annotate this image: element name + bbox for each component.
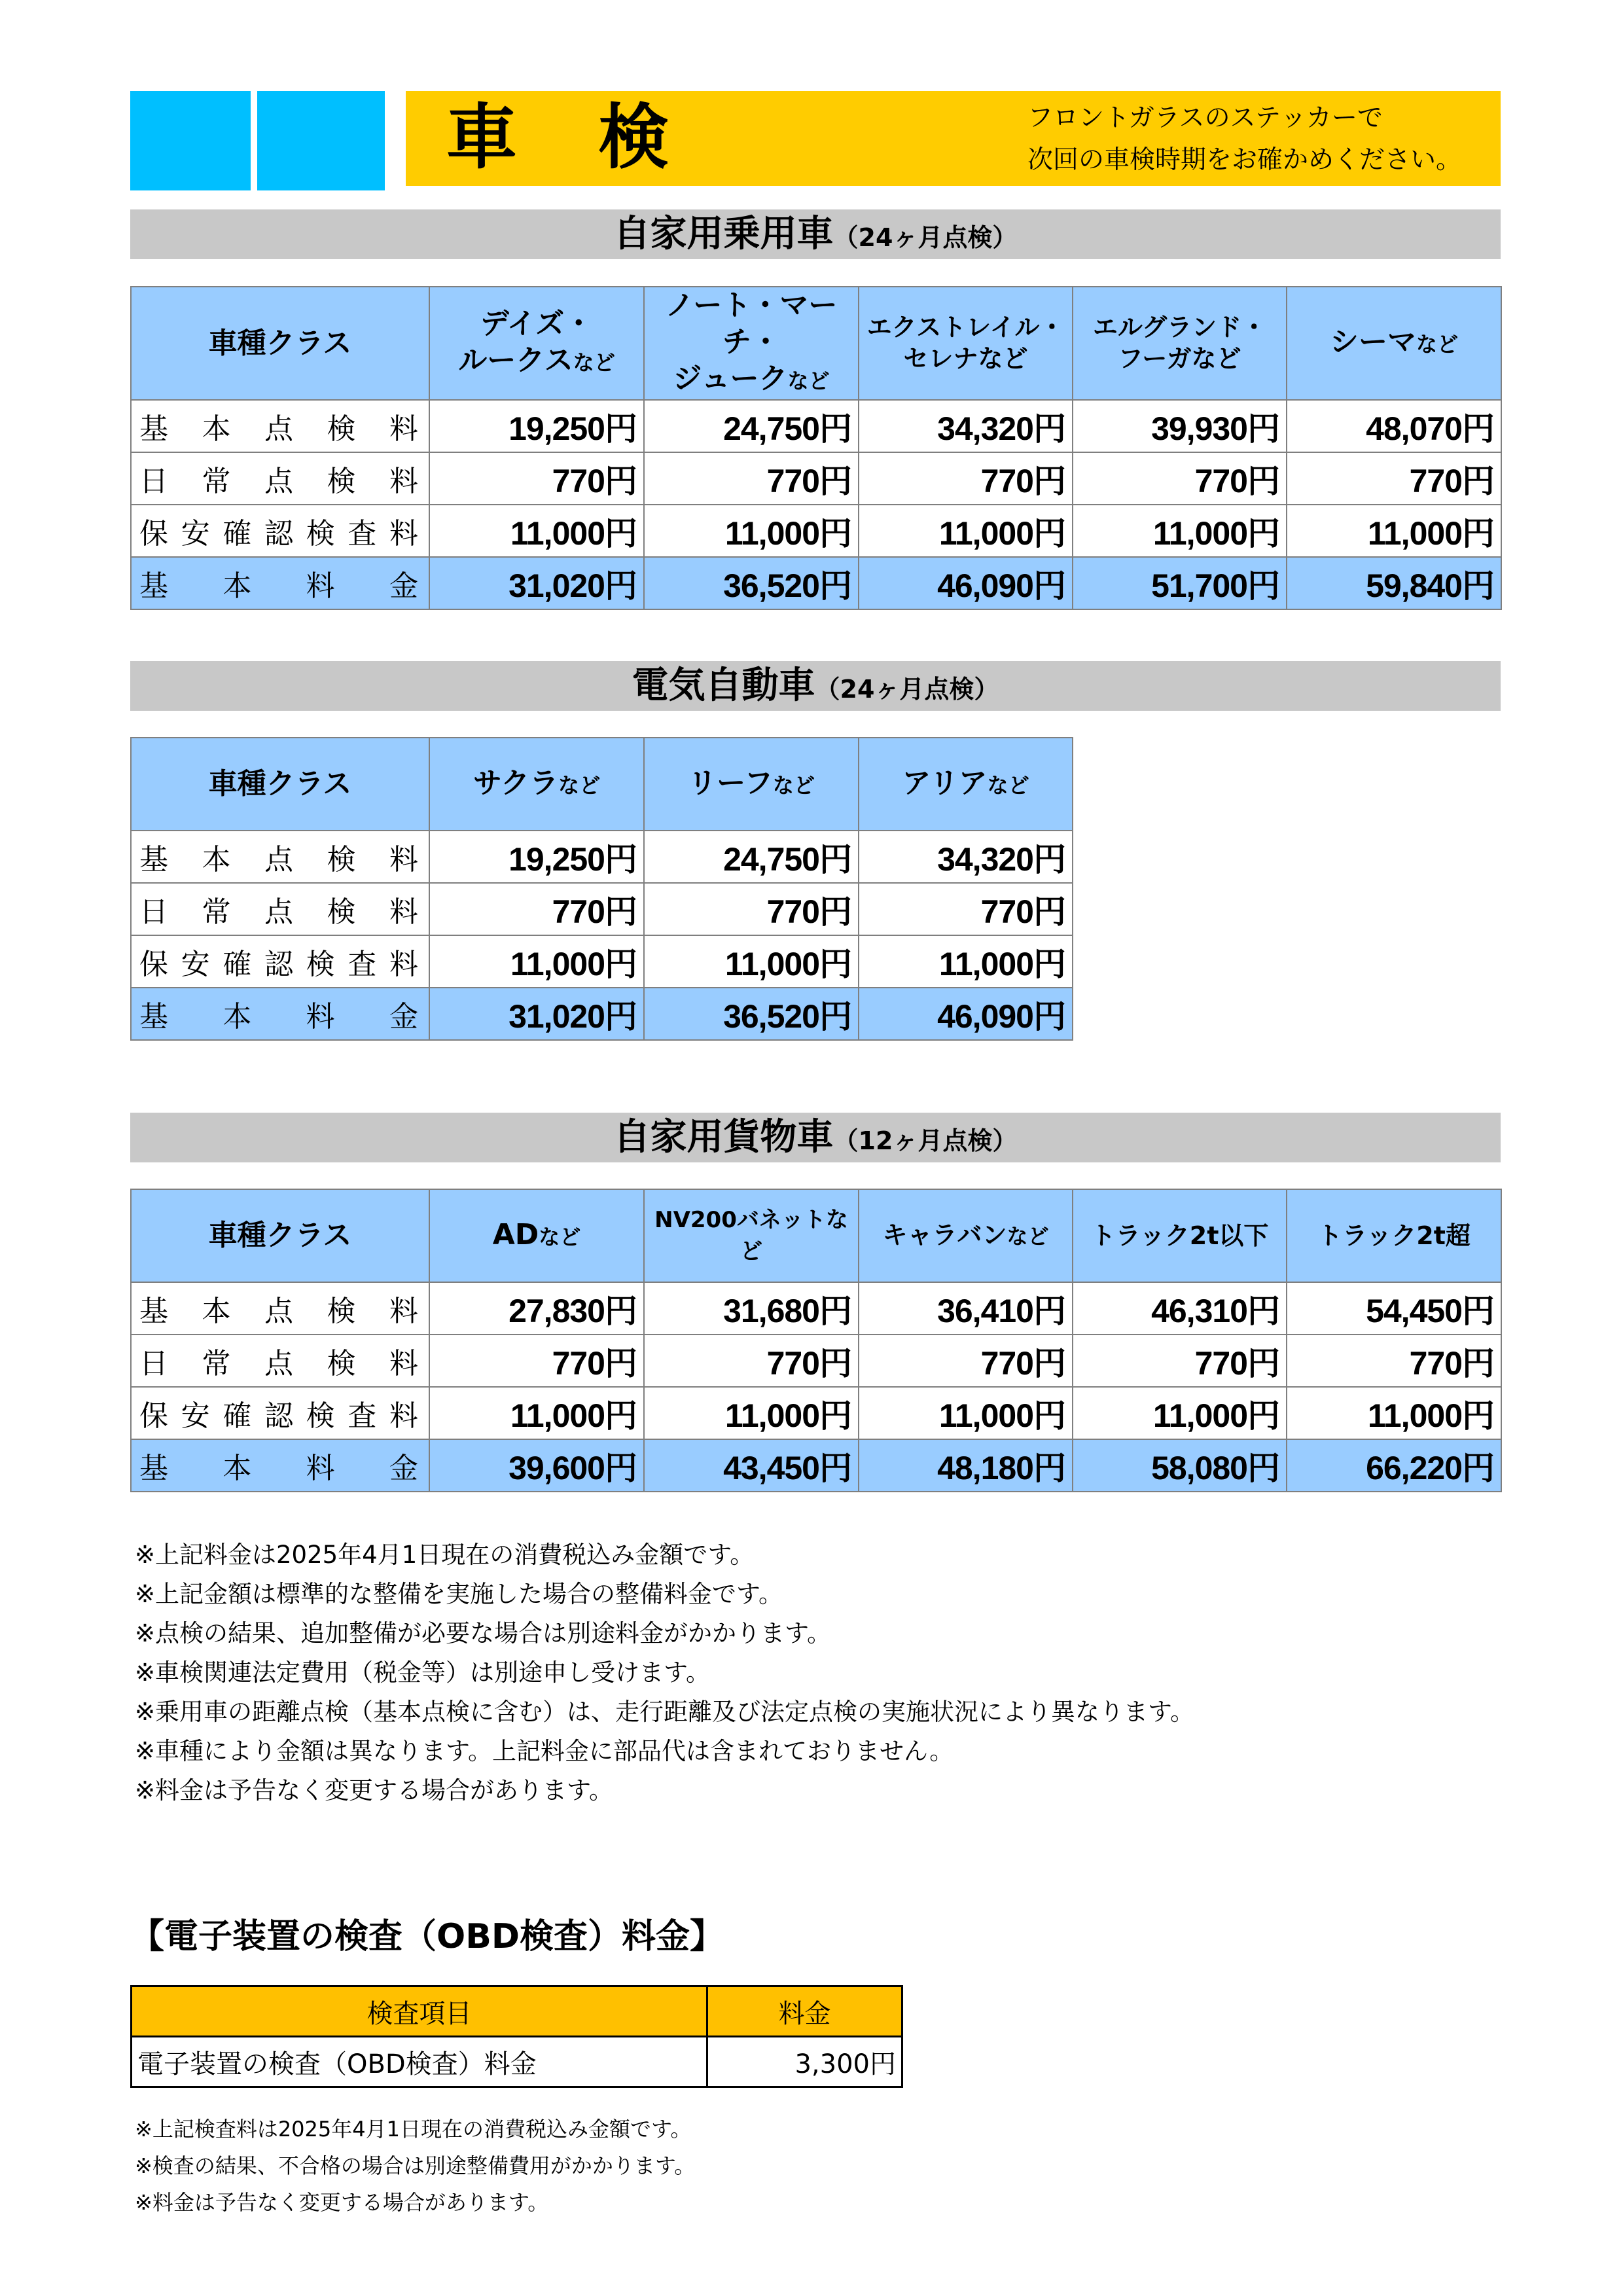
row-label-char: 確 bbox=[223, 948, 253, 981]
column-header bbox=[859, 287, 1073, 400]
row-label-text bbox=[139, 941, 429, 982]
section-title: 自家用乗用車 bbox=[613, 213, 834, 255]
price-cell: 11,000円 bbox=[644, 935, 859, 988]
table-header-row bbox=[131, 1189, 1501, 1282]
obd-row bbox=[132, 2037, 902, 2087]
row-label-char: 検 bbox=[327, 1347, 357, 1380]
column-header bbox=[429, 1189, 644, 1282]
row-label bbox=[131, 400, 429, 452]
row-label-char: 本 bbox=[223, 1000, 253, 1033]
table-row bbox=[131, 1387, 1501, 1439]
row-label-char: 安 bbox=[181, 948, 211, 981]
class-label: 車種クラス bbox=[131, 738, 429, 831]
column-header bbox=[429, 738, 644, 831]
price-cell: 34,320円 bbox=[859, 831, 1073, 883]
row-label bbox=[131, 1282, 429, 1335]
price-cell: 59,840円 bbox=[1287, 557, 1501, 609]
price-table-cargo bbox=[130, 1189, 1502, 1492]
price-cell: 36,520円 bbox=[644, 557, 859, 609]
obd-col-item: 検査項目 bbox=[132, 1986, 707, 2037]
row-label-char: 料 bbox=[389, 1347, 419, 1380]
row-label bbox=[131, 1387, 429, 1439]
note-item: ※点検の結果、追加整備が必要な場合は別途料金がかかります。 bbox=[135, 1619, 832, 1647]
column-suffix: など bbox=[1416, 332, 1458, 357]
price-cell: 11,000円 bbox=[644, 1387, 859, 1439]
section-subtitle: （24ヶ月点検） bbox=[833, 223, 1018, 252]
table-row-total bbox=[131, 988, 1073, 1040]
row-label-char: 安 bbox=[181, 517, 211, 550]
row-label-char: 本 bbox=[223, 1452, 253, 1485]
column-model: ルークス bbox=[458, 344, 573, 377]
page-title: 車 検 bbox=[446, 97, 675, 179]
row-label-text bbox=[139, 1444, 429, 1486]
row-label-char: 検 bbox=[306, 948, 336, 981]
row-label-char: 確 bbox=[223, 517, 253, 550]
title-note-line1: フロントガラスのステッカーで bbox=[1027, 103, 1383, 133]
section-title: 電気自動車 bbox=[632, 664, 815, 707]
row-label-char: 料 bbox=[389, 843, 419, 876]
column-header-line1: エクストレイル・ bbox=[866, 312, 1065, 342]
price-cell: 51,700円 bbox=[1073, 557, 1287, 609]
obd-title: 【電子装置の検査（OBD検査）料金】 bbox=[130, 1917, 724, 1956]
row-label bbox=[131, 831, 429, 883]
price-cell: 770円 bbox=[644, 883, 859, 935]
column-model: ジューク bbox=[673, 362, 788, 395]
price-cell: 54,450円 bbox=[1287, 1282, 1501, 1335]
price-cell: 11,000円 bbox=[429, 935, 644, 988]
column-suffix: など bbox=[539, 1224, 581, 1249]
price-cell: 11,000円 bbox=[1073, 1387, 1287, 1439]
row-label-char: 検 bbox=[327, 895, 357, 929]
notes-list bbox=[135, 1535, 1194, 1810]
column-suffix: など bbox=[772, 772, 815, 798]
column-suffix: など bbox=[1007, 1224, 1049, 1249]
header-decor-block-right bbox=[257, 91, 385, 190]
row-label-char: 検 bbox=[327, 843, 357, 876]
row-label bbox=[131, 557, 429, 609]
row-label-char: 点 bbox=[264, 465, 294, 498]
price-cell: 31,680円 bbox=[644, 1282, 859, 1335]
column-model: トラック2t超 bbox=[1317, 1221, 1471, 1250]
column-header bbox=[1073, 1189, 1287, 1282]
price-cell: 11,000円 bbox=[1287, 1387, 1501, 1439]
column-header-line2 bbox=[430, 342, 643, 381]
row-label-char: 点 bbox=[264, 843, 294, 876]
row-label-char: 基 bbox=[139, 569, 169, 603]
row-label bbox=[131, 1439, 429, 1492]
obd-item: 電子装置の検査（OBD検査）料金 bbox=[132, 2037, 707, 2087]
row-label-char: 検 bbox=[306, 1399, 336, 1433]
price-cell: 11,000円 bbox=[859, 935, 1073, 988]
row-label-char: 保 bbox=[139, 517, 169, 550]
table-row bbox=[131, 935, 1073, 988]
row-label-text bbox=[139, 510, 429, 552]
row-label-char: 基 bbox=[139, 1295, 169, 1328]
row-label-char: 日 bbox=[139, 895, 169, 929]
price-cell: 31,020円 bbox=[429, 988, 644, 1040]
row-label-char: 認 bbox=[264, 1399, 294, 1433]
row-label-text bbox=[139, 993, 429, 1035]
note-item: ※車検関連法定費用（税金等）は別途申し受けます。 bbox=[135, 1659, 711, 1687]
row-label-char: 常 bbox=[202, 895, 232, 929]
table-row bbox=[131, 1335, 1501, 1387]
column-header bbox=[859, 738, 1073, 831]
section-header-ev bbox=[130, 661, 1501, 711]
price-cell: 11,000円 bbox=[1287, 505, 1501, 557]
row-label bbox=[131, 935, 429, 988]
title-note bbox=[1027, 98, 1461, 181]
row-label-char: 料 bbox=[389, 517, 419, 550]
price-cell: 770円 bbox=[1287, 1335, 1501, 1387]
note-item: ※上記料金は2025年4月1日現在の消費税込み金額です。 bbox=[135, 1541, 755, 1569]
row-label-char: 査 bbox=[348, 948, 378, 981]
column-header-line2: ど bbox=[740, 1238, 762, 1265]
price-cell: 34,320円 bbox=[859, 400, 1073, 452]
note-item: ※検査の結果、不合格の場合は別途整備費用がかかります。 bbox=[135, 2153, 696, 2178]
column-header bbox=[859, 1189, 1073, 1282]
section-header-cargo bbox=[130, 1113, 1501, 1162]
price-cell: 770円 bbox=[429, 883, 644, 935]
note-item: ※上記検査料は2025年4月1日現在の消費税込み金額です。 bbox=[135, 2117, 692, 2142]
table-header-row bbox=[131, 738, 1073, 831]
row-label-char: 認 bbox=[264, 517, 294, 550]
column-header bbox=[1073, 287, 1287, 400]
title-note-line2: 次回の車検時期をお確かめください。 bbox=[1027, 145, 1462, 175]
obd-fee: 3,300円 bbox=[707, 2037, 902, 2087]
row-label-char: 常 bbox=[202, 1347, 232, 1380]
section-header-passenger bbox=[130, 209, 1501, 259]
column-header-line1: NV200バネットな bbox=[654, 1207, 848, 1233]
price-cell: 11,000円 bbox=[859, 1387, 1073, 1439]
row-label-char: 料 bbox=[389, 465, 419, 498]
column-suffix: など bbox=[787, 368, 830, 393]
price-cell: 770円 bbox=[644, 1335, 859, 1387]
price-cell: 24,750円 bbox=[644, 400, 859, 452]
row-label-char: 料 bbox=[389, 895, 419, 929]
column-model: トラック2t以下 bbox=[1090, 1221, 1269, 1250]
row-label-text bbox=[139, 1392, 429, 1434]
column-header-line1: エルグランド・ bbox=[1092, 312, 1267, 342]
price-cell: 11,000円 bbox=[644, 505, 859, 557]
price-cell: 46,310円 bbox=[1073, 1282, 1287, 1335]
price-cell: 770円 bbox=[644, 452, 859, 505]
row-label-char: 検 bbox=[327, 412, 357, 446]
price-cell: 770円 bbox=[1073, 452, 1287, 505]
obd-col-fee: 料金 bbox=[707, 1986, 902, 2037]
price-cell: 19,250円 bbox=[429, 400, 644, 452]
price-cell: 46,090円 bbox=[859, 988, 1073, 1040]
row-label-char: 保 bbox=[139, 948, 169, 981]
row-label-text bbox=[139, 1340, 429, 1382]
section-subtitle: （12ヶ月点検） bbox=[833, 1126, 1018, 1155]
column-suffix: など bbox=[987, 772, 1029, 798]
row-label-char: 基 bbox=[139, 1000, 169, 1033]
price-cell: 770円 bbox=[859, 1335, 1073, 1387]
price-cell: 770円 bbox=[1287, 452, 1501, 505]
column-model: キャラバン bbox=[882, 1221, 1007, 1249]
price-cell: 66,220円 bbox=[1287, 1439, 1501, 1492]
obd-table bbox=[130, 1985, 903, 2088]
column-suffix: など bbox=[573, 350, 615, 375]
table-row bbox=[131, 452, 1501, 505]
price-cell: 24,750円 bbox=[644, 831, 859, 883]
column-header-line2 bbox=[1073, 343, 1286, 376]
row-label-char: 料 bbox=[389, 948, 419, 981]
column-header bbox=[1287, 1189, 1501, 1282]
section-subtitle: （24ヶ月点検） bbox=[815, 675, 999, 704]
price-cell: 770円 bbox=[859, 883, 1073, 935]
row-label-char: 金 bbox=[389, 1452, 419, 1485]
row-label-char: 料 bbox=[389, 1399, 419, 1433]
price-cell: 48,070円 bbox=[1287, 400, 1501, 452]
class-label: 車種クラス bbox=[131, 287, 429, 400]
price-cell: 46,090円 bbox=[859, 557, 1073, 609]
price-cell: 770円 bbox=[429, 452, 644, 505]
row-label-char: 金 bbox=[389, 1000, 419, 1033]
note-item: ※車種により金額は異なります。上記料金に部品代は含まれておりません。 bbox=[135, 1737, 954, 1765]
table-row bbox=[131, 505, 1501, 557]
note-item: ※料金は予告なく変更する場合があります。 bbox=[135, 1776, 614, 1804]
row-label-char: 常 bbox=[202, 465, 232, 498]
note-item: ※上記金額は標準的な整備を実施した場合の整備料金です。 bbox=[135, 1580, 783, 1608]
row-label-char: 安 bbox=[181, 1399, 211, 1433]
column-header bbox=[644, 287, 859, 400]
row-label-char: 基 bbox=[139, 412, 169, 446]
row-label-char: 点 bbox=[264, 1347, 294, 1380]
row-label-text bbox=[139, 1287, 429, 1329]
row-label-text bbox=[139, 562, 429, 604]
row-label-char: 金 bbox=[389, 569, 419, 603]
table-header-row bbox=[131, 287, 1501, 400]
row-label-char: 点 bbox=[264, 1295, 294, 1328]
price-table-passenger bbox=[130, 286, 1502, 610]
table-row-total bbox=[131, 1439, 1501, 1492]
column-header bbox=[429, 287, 644, 400]
price-cell: 11,000円 bbox=[859, 505, 1073, 557]
row-label-text bbox=[139, 457, 429, 499]
price-cell: 11,000円 bbox=[1073, 505, 1287, 557]
title-banner bbox=[406, 91, 1501, 186]
row-label-char: 料 bbox=[306, 1452, 336, 1485]
row-label-char: 本 bbox=[202, 412, 232, 446]
table-row bbox=[131, 883, 1073, 935]
row-label-char: 点 bbox=[264, 895, 294, 929]
column-model: フーガなど bbox=[1118, 344, 1241, 373]
price-cell: 36,520円 bbox=[644, 988, 859, 1040]
class-label: 車種クラス bbox=[131, 1189, 429, 1282]
column-header bbox=[644, 1189, 859, 1282]
row-label-char: 確 bbox=[223, 1399, 253, 1433]
row-label-char: 本 bbox=[223, 569, 253, 603]
price-cell: 770円 bbox=[1073, 1335, 1287, 1387]
price-cell: 36,410円 bbox=[859, 1282, 1073, 1335]
row-label-char: 基 bbox=[139, 1452, 169, 1485]
column-header bbox=[1287, 287, 1501, 400]
price-cell: 39,930円 bbox=[1073, 400, 1287, 452]
column-model: リーフ bbox=[688, 766, 773, 800]
row-label-char: 検 bbox=[327, 1295, 357, 1328]
row-label bbox=[131, 988, 429, 1040]
column-header-line2 bbox=[1287, 324, 1501, 363]
row-label-char: 料 bbox=[306, 569, 336, 603]
row-label-char: 基 bbox=[139, 843, 169, 876]
price-cell: 31,020円 bbox=[429, 557, 644, 609]
row-label bbox=[131, 452, 429, 505]
row-label-char: 料 bbox=[389, 1295, 419, 1328]
row-label-char: 点 bbox=[264, 412, 294, 446]
section-title: 自家用貨物車 bbox=[613, 1116, 834, 1158]
column-header-line2 bbox=[859, 343, 1072, 376]
row-label-char: 料 bbox=[306, 1000, 336, 1033]
note-item: ※料金は予告なく変更する場合があります。 bbox=[135, 2190, 549, 2215]
row-label-char: 検 bbox=[306, 517, 336, 550]
column-model: AD bbox=[492, 1217, 539, 1251]
table-row-total bbox=[131, 557, 1501, 609]
price-cell: 39,600円 bbox=[429, 1439, 644, 1492]
price-cell: 19,250円 bbox=[429, 831, 644, 883]
obd-notes bbox=[135, 2111, 695, 2221]
row-label-char: 保 bbox=[139, 1399, 169, 1433]
price-cell: 58,080円 bbox=[1073, 1439, 1287, 1492]
column-suffix: など bbox=[558, 772, 601, 798]
column-model: サクラ bbox=[473, 766, 559, 800]
column-header-line2 bbox=[645, 361, 858, 399]
row-label bbox=[131, 505, 429, 557]
price-cell: 48,180円 bbox=[859, 1439, 1073, 1492]
row-label-char: 料 bbox=[389, 412, 419, 446]
price-cell: 43,450円 bbox=[644, 1439, 859, 1492]
row-label-text bbox=[139, 836, 429, 878]
row-label-text bbox=[139, 888, 429, 930]
price-cell: 770円 bbox=[859, 452, 1073, 505]
price-cell: 770円 bbox=[429, 1335, 644, 1387]
column-header-line1: ノート・マーチ・ bbox=[665, 289, 838, 359]
price-cell: 11,000円 bbox=[429, 505, 644, 557]
column-model: アリア bbox=[902, 766, 988, 800]
table-row bbox=[131, 400, 1501, 452]
row-label-text bbox=[139, 405, 429, 447]
row-label-char: 査 bbox=[348, 1399, 378, 1433]
header-decor-block-left bbox=[130, 91, 251, 190]
table-row bbox=[131, 831, 1073, 883]
column-header-line1: デイズ・ bbox=[480, 307, 594, 340]
row-label-char: 検 bbox=[327, 465, 357, 498]
column-model: セレナなど bbox=[903, 344, 1028, 373]
obd-header-row bbox=[132, 1986, 902, 2037]
price-table-ev bbox=[130, 737, 1073, 1041]
note-item: ※乗用車の距離点検（基本点検に含む）は、走行距離及び法定点検の実施状況により異なります。 bbox=[135, 1698, 1195, 1726]
row-label-char: 認 bbox=[264, 948, 294, 981]
row-label-char: 日 bbox=[139, 465, 169, 498]
column-model: シーマ bbox=[1329, 325, 1416, 359]
row-label bbox=[131, 1335, 429, 1387]
row-label bbox=[131, 883, 429, 935]
table-row bbox=[131, 1282, 1501, 1335]
price-cell: 27,830円 bbox=[429, 1282, 644, 1335]
row-label-char: 日 bbox=[139, 1347, 169, 1380]
price-cell: 11,000円 bbox=[429, 1387, 644, 1439]
row-label-char: 本 bbox=[202, 843, 232, 876]
row-label-char: 査 bbox=[348, 517, 378, 550]
row-label-char: 本 bbox=[202, 1295, 232, 1328]
column-header bbox=[644, 738, 859, 831]
